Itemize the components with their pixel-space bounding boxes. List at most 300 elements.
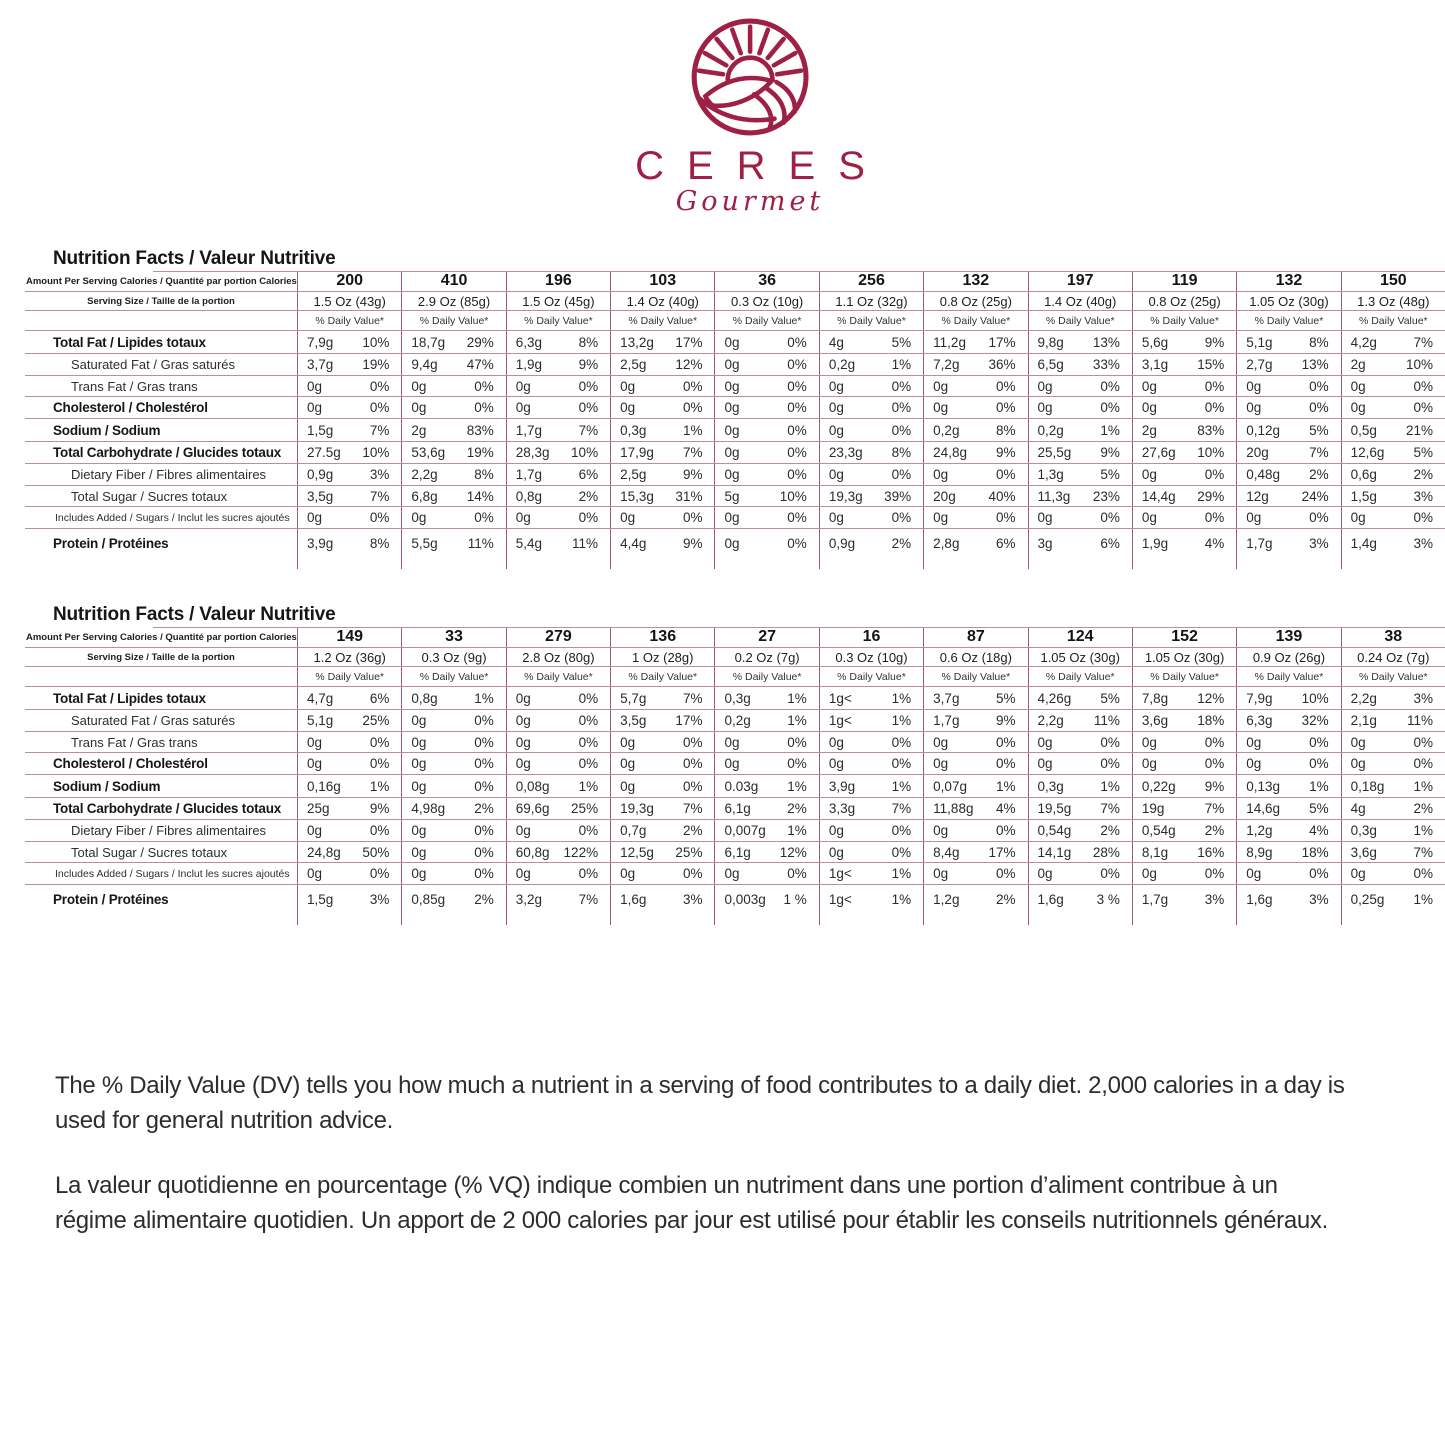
nutrient-pct: 8%: [996, 422, 1016, 438]
nutrient-cell: [1236, 753, 1340, 774]
serving-size: 2.8 Oz (80g): [506, 648, 610, 666]
calories-value: 196: [506, 271, 610, 291]
nutrient-value: 19,3g: [620, 801, 654, 816]
nutrient-value: 25,5g: [1037, 445, 1072, 460]
nutrient-pct: 24%: [1301, 488, 1329, 504]
nutrient-pct: 0%: [474, 844, 494, 860]
nutrient-cell: [401, 710, 505, 731]
nutrient-cell: [1132, 753, 1236, 774]
nutrient-label: Protein / Protéines: [53, 892, 169, 907]
nutrient-cell: [714, 710, 818, 731]
nutrient-pct: 25%: [362, 713, 390, 728]
nutrient-value: 12g: [1246, 488, 1269, 504]
table-row: [25, 464, 1445, 486]
nutrient-pct: 8%: [578, 334, 599, 350]
nutrient-cell: [923, 419, 1027, 441]
nutrient-value: 0,54g: [1141, 823, 1176, 838]
nutrient-pct: 9%: [369, 801, 390, 816]
nutrient-value: 0g: [620, 734, 636, 750]
nutrient-pct: 0%: [369, 866, 390, 881]
nutrient-cell: [401, 464, 505, 485]
nutrient-value: 0g: [515, 734, 531, 750]
nutrient-value: 0g: [828, 844, 844, 860]
nutrient-value: 0g: [1037, 378, 1053, 394]
nutrient-pct: 36%: [988, 357, 1016, 372]
nutrient-pct: 0%: [1100, 510, 1120, 525]
nutrient-cell: [1341, 331, 1445, 353]
nutrient-cell: [1341, 419, 1445, 441]
amount-per-serving-label: Amount Per Serving Calories / Quantité par portion Calories: [26, 631, 297, 643]
nutrient-value: 0g: [1141, 467, 1157, 482]
nutrient-value: 0,3g: [1037, 778, 1064, 794]
nutrient-value: 0g: [724, 422, 740, 438]
nutrient-pct: 0%: [996, 734, 1016, 750]
serving-size: 1.05 Oz (30g): [1028, 648, 1132, 666]
nutrient-pct: 0%: [682, 400, 703, 415]
nutrient-value: 0g: [828, 467, 844, 482]
serving-size: 1.05 Oz (30g): [1132, 648, 1236, 666]
nutrient-value: 7,9g: [1246, 690, 1273, 706]
nutrient-value: 14,4g: [1141, 488, 1176, 504]
nutrient-value: 0g: [1037, 400, 1053, 415]
nutrient-label: Total Sugar / Sucres totaux: [71, 488, 228, 504]
nutrient-value: 1,5g: [307, 422, 334, 438]
nutrient-cell: [1028, 464, 1132, 485]
nutrient-value: 0,2g: [828, 357, 856, 372]
nutrient-cell: [297, 687, 401, 709]
nutrient-cell: [610, 885, 714, 925]
nutrient-pct: 10%: [362, 445, 390, 460]
nutrient-cell: [401, 863, 505, 884]
nutrient-cell: [923, 354, 1027, 375]
nutrient-pct: 7%: [578, 422, 599, 438]
nutrient-pct: 0%: [891, 734, 912, 750]
nutrient-value: 0g: [620, 866, 636, 881]
nutrient-pct: 0%: [1100, 756, 1120, 771]
nutrient-cell: [506, 486, 610, 506]
nutrient-value: 19,3g: [828, 488, 863, 504]
nutrient-pct: 0%: [787, 422, 807, 438]
nutrient-pct: 18%: [1301, 844, 1329, 860]
nutrient-value: 7,2g: [933, 357, 960, 372]
table-row: [25, 863, 1445, 885]
nutrient-value: 1g<: [828, 892, 852, 907]
nutrient-value: 0g: [724, 357, 740, 372]
nutrient-pct: 5%: [996, 690, 1016, 706]
nutrient-pct: 0%: [787, 734, 807, 750]
nutrient-pct: 7%: [891, 801, 912, 816]
nutrient-pct: 0%: [474, 866, 494, 881]
nutrient-cell: [1132, 464, 1236, 485]
nutrient-pct: 10%: [362, 334, 390, 350]
nutrient-cell: [923, 507, 1027, 528]
nutrient-value: 3,5g: [620, 713, 647, 728]
nutrient-pct: 0%: [787, 866, 807, 881]
nutrient-pct: 12%: [779, 844, 807, 860]
nutrient-pct: 32%: [1301, 713, 1329, 728]
nutrient-pct: 2%: [1413, 801, 1433, 816]
nutrient-value: 7,9g: [307, 334, 334, 350]
daily-value-label: % Daily Value*: [819, 667, 923, 686]
nutrient-pct: 0%: [1100, 378, 1120, 394]
nutrient-pct: 0%: [787, 510, 807, 525]
nutrient-pct: 0%: [891, 756, 912, 771]
nutrient-value: 0,6g: [1350, 467, 1377, 482]
nutrient-value: 0,3g: [724, 690, 751, 706]
nutrient-cell: [401, 820, 505, 841]
nutrient-cell: [1236, 397, 1340, 418]
nutrient-pct: 3%: [369, 467, 390, 482]
nutrient-value: 69,6g: [515, 801, 550, 816]
nutrient-pct: 1%: [1413, 778, 1433, 794]
table-row: [25, 419, 1445, 442]
nutrient-pct: 0%: [1413, 400, 1433, 415]
nutrient-value: 1,7g: [1141, 892, 1169, 907]
table1-title: Nutrition Facts / Valeur Nutritive: [53, 248, 336, 269]
nutrient-value: 0,2g: [1037, 422, 1064, 438]
nutrient-cell: [714, 486, 818, 506]
nutrient-cell: [1028, 842, 1132, 862]
nutrient-cell: [610, 419, 714, 441]
nutrient-pct: 0%: [1309, 378, 1329, 394]
nutrient-value: 15,3g: [620, 488, 654, 504]
nutrient-value: 2,1g: [1350, 713, 1377, 728]
table-row: [25, 271, 1445, 292]
nutrient-pct: 0%: [1413, 866, 1433, 881]
nutrient-value: 0g: [620, 756, 636, 771]
nutrient-cell: [401, 798, 505, 819]
nutrient-cell: [819, 331, 923, 353]
nutrient-pct: 0%: [369, 734, 390, 750]
nutrient-pct: 3%: [1413, 690, 1433, 706]
nutrient-value: 5,7g: [620, 690, 647, 706]
table-row: [25, 397, 1445, 419]
nutrient-value: 0,3g: [1350, 823, 1377, 838]
nutrient-cell: [1236, 486, 1340, 506]
nutrient-pct: 1%: [891, 892, 912, 907]
nutrient-pct: 0%: [1413, 734, 1433, 750]
nutrient-pct: 83%: [466, 422, 494, 438]
nutrient-pct: 2%: [682, 823, 703, 838]
nutrient-value: 1,5g: [307, 892, 334, 907]
nutrient-cell: [819, 732, 923, 752]
brand-header: [612, 16, 888, 215]
nutrient-cell: [506, 354, 610, 375]
nutrient-pct: 0%: [996, 467, 1016, 482]
nutrient-value: 0,08g: [515, 778, 550, 794]
table-row: [25, 376, 1445, 397]
nutrient-value: 3,2g: [515, 892, 542, 907]
nutrient-value: 0g: [515, 378, 531, 394]
nutrient-value: 14,1g: [1037, 844, 1072, 860]
calories-value: 132: [1236, 271, 1340, 291]
nutrient-pct: 3%: [1309, 536, 1329, 551]
nutrient-cell: [610, 775, 714, 797]
nutrient-pct: 0%: [578, 866, 599, 881]
calories-value: 87: [923, 627, 1027, 647]
nutrient-value: 2g: [1141, 422, 1157, 438]
daily-value-label: % Daily Value*: [1028, 667, 1132, 686]
nutrient-cell: [1341, 376, 1445, 396]
nutrient-cell: [1236, 798, 1340, 819]
nutrient-value: 2,2g: [411, 467, 438, 482]
nutrient-pct: 0%: [996, 510, 1016, 525]
nutrient-pct: 7%: [1100, 801, 1120, 816]
nutrient-cell: [506, 687, 610, 709]
nutrient-value: 6,1g: [724, 844, 751, 860]
nutrient-cell: [506, 885, 610, 925]
nutrient-value: 3,3g: [828, 801, 856, 816]
nutrient-value: 0g: [1037, 756, 1053, 771]
nutrient-cell: [714, 397, 818, 418]
calories-value: 36: [714, 271, 818, 291]
nutrient-pct: 0%: [1309, 400, 1329, 415]
nutrient-cell: [1341, 753, 1445, 774]
nutrient-pct: 1%: [891, 713, 912, 728]
nutrient-cell: [610, 798, 714, 819]
nutrient-cell: [610, 331, 714, 353]
nutrient-cell: [1236, 331, 1340, 353]
nutrient-cell: [506, 419, 610, 441]
nutrient-cell: [1028, 507, 1132, 528]
nutrient-cell: [1236, 507, 1340, 528]
nutrient-cell: [714, 687, 818, 709]
nutrient-pct: 17%: [988, 334, 1016, 350]
nutrient-value: 1g<: [828, 690, 852, 706]
nutrient-cell: [923, 732, 1027, 752]
nutrient-value: 0g: [307, 823, 323, 838]
nutrient-value: 0,12g: [1246, 422, 1281, 438]
nutrient-pct: 6%: [1100, 536, 1120, 551]
nutrient-cell: [610, 354, 714, 375]
nutrient-value: 4g: [828, 334, 844, 350]
nutrient-pct: 33%: [1092, 357, 1120, 372]
nutrient-value: 0g: [1246, 866, 1262, 881]
nutrient-value: 0g: [724, 866, 740, 881]
nutrient-pct: 0%: [891, 467, 912, 482]
nutrient-cell: [1132, 507, 1236, 528]
nutrient-label: Total Sugar / Sucres totaux: [71, 844, 228, 860]
nutrient-value: 3,1g: [1141, 357, 1169, 372]
nutrient-pct: 16%: [1197, 844, 1225, 860]
nutrient-pct: 2%: [578, 488, 599, 504]
nutrient-cell: [923, 376, 1027, 396]
nutrient-cell: [714, 863, 818, 884]
calories-value: 150: [1341, 271, 1445, 291]
nutrient-value: 0g: [1350, 378, 1366, 394]
nutrient-pct: 0%: [578, 510, 599, 525]
empty-cell: [25, 311, 297, 330]
daily-value-label: % Daily Value*: [506, 667, 610, 686]
nutrient-cell: [401, 486, 505, 506]
nutrient-value: 0g: [1350, 866, 1366, 881]
table-row: [25, 775, 1445, 798]
nutrient-cell: [819, 885, 923, 925]
nutrient-pct: 2%: [1413, 467, 1433, 482]
daily-value-label: % Daily Value*: [401, 311, 505, 330]
nutrient-value: 4,26g: [1037, 690, 1072, 706]
nutrient-value: 18,7g: [411, 334, 446, 350]
nutrient-cell: [714, 529, 818, 569]
nutrient-cell: [1341, 842, 1445, 862]
nutrient-value: 11,88g: [933, 801, 974, 816]
nutrient-value: 0g: [933, 510, 949, 525]
nutrient-pct: 0%: [682, 734, 703, 750]
table-row: [25, 311, 1445, 331]
serving-size: 1 Oz (28g): [610, 648, 714, 666]
nutrient-pct: 0%: [578, 713, 599, 728]
nutrient-pct: 0%: [369, 400, 390, 415]
nutrient-pct: 0%: [787, 400, 807, 415]
nutrient-value: 1,6g: [620, 892, 647, 907]
calories-value: 119: [1132, 271, 1236, 291]
nutrient-pct: 0%: [891, 378, 912, 394]
nutrient-value: 27,6g: [1141, 445, 1176, 460]
nutrient-value: 3,7g: [933, 690, 960, 706]
nutrient-value: 0,16g: [307, 778, 341, 794]
nutrient-label: Saturated Fat / Gras saturés: [71, 357, 236, 372]
nutrient-pct: 5%: [891, 334, 912, 350]
nutrient-label: Trans Fat / Gras trans: [71, 734, 198, 750]
nutrient-value: 0g: [724, 510, 740, 525]
nutrient-pct: 0%: [1413, 510, 1433, 525]
nutrient-cell: [506, 529, 610, 569]
nutrient-value: 4,4g: [620, 536, 647, 551]
nutrient-pct: 0%: [682, 510, 703, 525]
nutrient-pct: 25%: [571, 801, 599, 816]
nutrient-label: Saturated Fat / Gras saturés: [71, 713, 236, 728]
nutrient-pct: 13%: [1301, 357, 1329, 372]
nutrient-value: 0g: [411, 778, 427, 794]
nutrient-pct: 0%: [682, 778, 703, 794]
serving-size: 1.5 Oz (43g): [297, 292, 401, 310]
nutrient-cell: [1132, 842, 1236, 862]
serving-size: 0.3 Oz (9g): [401, 648, 505, 666]
nutrient-cell: [1341, 687, 1445, 709]
nutrient-value: 0g: [411, 756, 427, 771]
nutrient-value: 0g: [1350, 400, 1366, 415]
nutrient-cell: [714, 354, 818, 375]
nutrient-pct: 2%: [1204, 823, 1225, 838]
nutrient-pct: 0%: [996, 823, 1016, 838]
nutrient-pct: 7%: [1413, 844, 1433, 860]
serving-size: 1.3 Oz (48g): [1341, 292, 1445, 310]
nutrient-pct: 5%: [1100, 467, 1120, 482]
nutrient-pct: 3%: [369, 892, 390, 907]
nutrient-cell: [1236, 354, 1340, 375]
nutrient-pct: 9%: [996, 445, 1016, 460]
nutrient-cell: [819, 753, 923, 774]
nutrient-value: 0g: [724, 536, 740, 551]
nutrient-pct: 1%: [1100, 778, 1120, 794]
nutrient-cell: [610, 464, 714, 485]
nutrient-cell: [1132, 419, 1236, 441]
nutrient-value: 0,7g: [620, 823, 647, 838]
nutrient-cell: [714, 464, 818, 485]
nutrient-value: 24,8g: [307, 844, 341, 860]
daily-value-label: % Daily Value*: [1341, 311, 1445, 330]
nutrient-cell: [714, 507, 818, 528]
nutrient-cell: [297, 442, 401, 463]
nutrient-value: 0g: [724, 334, 740, 350]
nutrient-value: 5,1g: [307, 713, 334, 728]
nutrient-value: 0g: [724, 445, 740, 460]
brand-subtitle: Gourmet: [675, 186, 825, 217]
nutrient-cell: [297, 863, 401, 884]
nutrient-cell: [923, 331, 1027, 353]
nutrient-cell: [819, 354, 923, 375]
nutrient-value: 0g: [307, 378, 323, 394]
nutrient-cell: [401, 376, 505, 396]
nutrient-value: 0g: [828, 734, 844, 750]
nutrient-value: 1,4g: [1350, 536, 1377, 551]
daily-value-label: % Daily Value*: [297, 311, 401, 330]
nutrient-cell: [1132, 775, 1236, 797]
nutrient-pct: 5%: [1413, 445, 1433, 460]
nutrient-value: 1,5g: [1350, 488, 1377, 504]
nutrient-value: 19,5g: [1037, 801, 1072, 816]
nutrient-value: 23,3g: [828, 445, 863, 460]
nutrient-cell: [1236, 732, 1340, 752]
nutrient-value: 17,9g: [620, 445, 654, 460]
nutrient-cell: [610, 397, 714, 418]
nutrient-value: 1,7g: [515, 422, 542, 438]
nutrient-value: 24,8g: [933, 445, 967, 460]
nutrient-pct: 0%: [682, 866, 703, 881]
nutrient-cell: [297, 710, 401, 731]
nutrient-value: 0g: [1141, 756, 1157, 771]
nutrient-cell: [1028, 820, 1132, 841]
nutrient-value: 0g: [1350, 756, 1366, 771]
nutrient-pct: 0%: [474, 734, 494, 750]
nutrient-value: 0g: [1141, 734, 1157, 750]
table-row: [25, 687, 1445, 710]
nutrient-value: 4,7g: [307, 690, 334, 706]
nutrient-pct: 0%: [369, 510, 390, 525]
nutrient-cell: [610, 442, 714, 463]
nutrient-cell: [610, 710, 714, 731]
nutrient-pct: 0%: [1204, 756, 1225, 771]
nutrient-value: 3,6g: [1350, 844, 1377, 860]
nutrient-pct: 0%: [1204, 866, 1225, 881]
nutrient-cell: [506, 732, 610, 752]
nutrient-pct: 0%: [996, 378, 1016, 394]
nutrient-value: 0g: [411, 378, 427, 394]
nutrient-pct: 2%: [1309, 467, 1329, 482]
nutrient-pct: 0%: [1204, 734, 1225, 750]
nutrient-pct: 9%: [1204, 778, 1225, 794]
nutrient-value: 14,6g: [1246, 801, 1281, 816]
nutrient-value: 2,2g: [1350, 690, 1377, 706]
table-row: [25, 842, 1445, 863]
nutrient-cell: [506, 820, 610, 841]
nutrient-value: 1,7g: [1246, 536, 1273, 551]
nutrient-value: 11,2g: [933, 334, 966, 350]
nutrient-pct: 0%: [1309, 756, 1329, 771]
nutrient-pct: 0%: [682, 756, 703, 771]
nutrient-cell: [506, 842, 610, 862]
nutrient-cell: [610, 820, 714, 841]
nutrient-cell: [1236, 885, 1340, 925]
nutrient-value: 4g: [1350, 801, 1366, 816]
nutrient-value: 1,9g: [515, 357, 542, 372]
nutrient-cell: [1028, 885, 1132, 925]
nutrient-cell: [1236, 842, 1340, 862]
nutrient-pct: 1 %: [783, 892, 807, 907]
daily-value-label: % Daily Value*: [1341, 667, 1445, 686]
table-row: [25, 667, 1445, 687]
nutrient-value: 6,8g: [411, 488, 438, 504]
